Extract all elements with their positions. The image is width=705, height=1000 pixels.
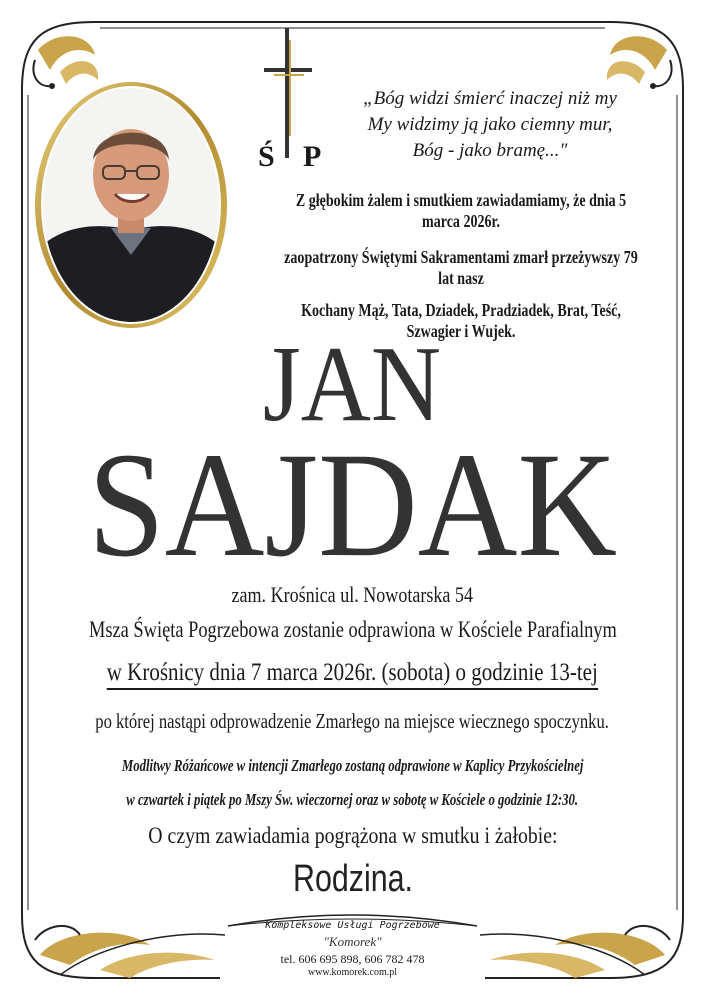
cross-icon	[262, 28, 314, 158]
quote-line: Bóg - jako bramę..."	[412, 140, 568, 161]
date-line-text: w Krośnicy dnia 7 marca 2026r. (sobota) o godzinie 13-tej	[107, 659, 598, 690]
last-name-text: SAJDAK	[87, 422, 618, 588]
address-text: zam. Krośnica ul. Nowotarska 54	[231, 582, 474, 607]
letter-s: Ś	[258, 140, 275, 173]
date-line	[0, 659, 705, 690]
family-text: Rodzina.	[292, 858, 413, 900]
mass-line	[0, 617, 705, 643]
quote-line: My widzimy ją jako ciemny mur,	[367, 114, 613, 135]
announcement-line-1: Z głębokim żalem i smutkiem zawiadamiamy, że dnia 5 marca 2026r.	[295, 190, 627, 231]
letter-p: P	[303, 140, 322, 173]
last-name	[0, 422, 705, 588]
quote-line: „Bóg widzi śmierć inaczej niż my	[363, 88, 617, 109]
after-line-text: po której nastąpi odprowadzenie Zmarłego na miejsce wiecznego spoczynku.	[95, 709, 610, 733]
notify-line	[0, 823, 705, 849]
portrait-photo	[33, 80, 229, 330]
prayer-line-2	[0, 790, 705, 810]
announcement-line-3: Kochany Mąż, Tata, Dziadek, Pradziadek, Brat, Teść, Szwagier i Wujek.	[301, 300, 621, 341]
company-line: Kompleksowe Usługi Pogrzebowe	[265, 920, 440, 931]
prayer-line-2-text: w czwartek i piątek po Mszy Św. wieczornej oraz w sobotę w Kościele o godzinie 12:30.	[126, 790, 579, 809]
corner-ornament-bottom-left	[22, 915, 225, 978]
company-website: www.komorek.com.pl	[307, 967, 398, 978]
first-name-text: JAN	[263, 325, 442, 444]
prayer-line-1	[0, 756, 705, 776]
corner-ornament-top-right	[607, 22, 683, 90]
after-line	[0, 709, 705, 734]
company-phone: tel. 606 695 898, 606 782 478	[280, 952, 425, 966]
family-signature	[0, 858, 705, 901]
quote	[340, 86, 640, 164]
company-name: "Komorek"	[323, 934, 382, 949]
corner-ornament-bottom-right	[480, 915, 683, 978]
announcement-line-2: zaopatrzony Świętymi Sakramentami zmarł przeżywszy 79 lat nasz	[284, 247, 638, 288]
notify-line-text: O czym zawiadamia pogrążona w smutku i żałobie:	[147, 823, 558, 848]
address	[0, 582, 705, 608]
prayer-line-1-text: Modlitwy Różańcowe w intencji Zmarłego zostaną odprawione w Kaplicy Przykościelnej	[121, 756, 584, 775]
mass-line-text: Msza Święta Pogrzebowa zostanie odprawiona w Kościele Parafialnym	[88, 617, 617, 642]
